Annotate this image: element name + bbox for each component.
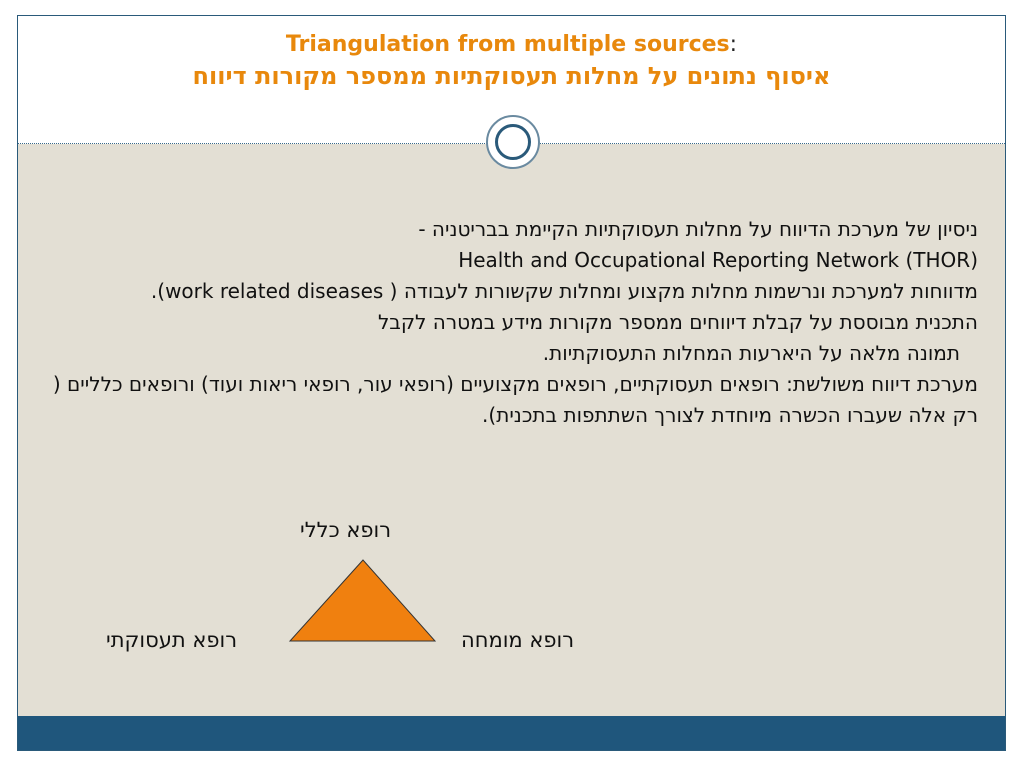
title-english [18,32,1005,57]
title-colon: : [729,32,738,57]
body-line: מערכת דיווח משולשת: רופאים תעסוקתיים, רופאים מקצועיים (רופאי עור, רופאי ריאות ועוד) ורופאים כלליים ( רק אלה שעברו הכשרה מיוחדת לצורך השתתפות בתכנית). [52,372,978,427]
title-hebrew: איסוף נתונים על מחלות תעסוקתיות ממספר מקורות דיווח [192,62,831,90]
diagram-label-top: רופא כללי [300,518,392,542]
circle-ornament [486,115,540,169]
body-line: מדווחות למערכת ונרשמות מחלות מקצוע ומחלות שקשורות לעבודה ( work related diseases). [150,279,978,303]
diagram-label-right: רופא מומחה [461,628,575,652]
circle-ornament-inner [495,124,531,160]
body-text [44,214,978,431]
diagram-label-left: רופא תעסוקתי [106,628,238,652]
body-line: תמונה מלאה על היארעות המחלות התעסוקתיות. [542,341,960,365]
slide-frame [17,15,1006,751]
triangle-shape [290,560,435,641]
content-area [18,144,1005,716]
footer-band [18,716,1005,751]
body-line: התכנית מבוססת על קבלת דיווחים ממספר מקורות מידע במטרה לקבל [377,310,978,334]
body-line-english: Health and Occupational Reporting Network (THOR) [458,248,978,272]
body-line: ניסיון של מערכת הדיווח על מחלות תעסוקתיות הקיימת בבריטניה - [418,217,978,241]
title-english-text: Triangulation from multiple sources [285,32,730,57]
